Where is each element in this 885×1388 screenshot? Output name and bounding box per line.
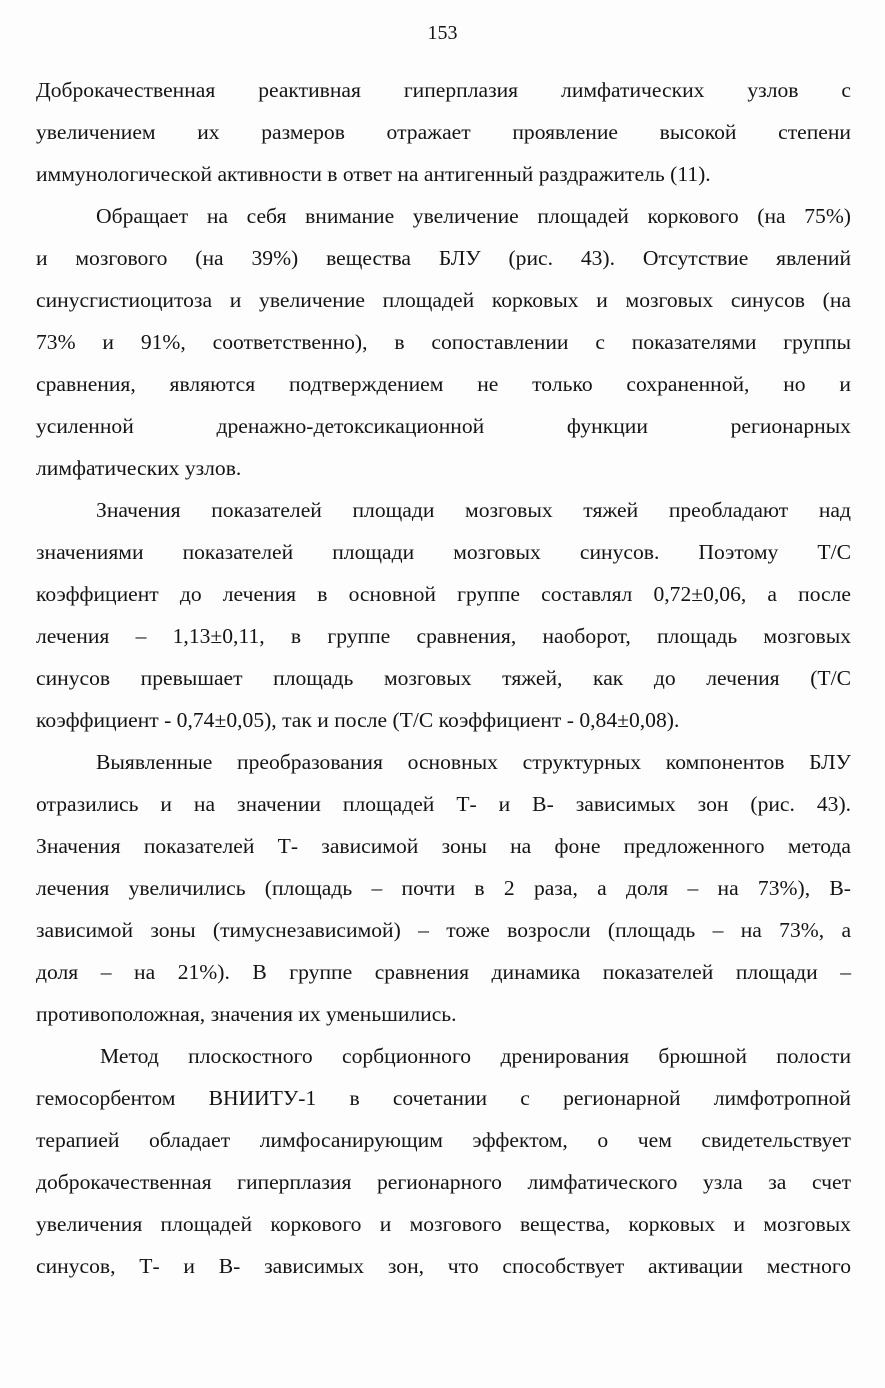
paragraph-1 — [36, 69, 851, 195]
paragraph-5 — [36, 1035, 851, 1287]
text-line: противоположная, значения их уменьшились. — [36, 1002, 457, 1026]
text-line: синусгистиоцитоза и увеличение площадей корковых и мозговых синусов (на — [36, 288, 851, 312]
paragraph-2 — [36, 195, 851, 489]
text-line: терапией обладает лимфосанирующим эффектом, о чем свидетельствует — [36, 1128, 851, 1152]
text-line: Значения показателей Т- зависимой зоны на фоне предложенного метода — [36, 834, 851, 858]
text-line: Обращает на себя внимание увеличение площадей коркового (на 75%) — [96, 204, 851, 228]
text-line: доброкачественная гиперплазия регионарного лимфатического узла за счет — [36, 1170, 851, 1194]
text-line: коэффициент - 0,74±0,05), так и после (Т/С коэффициент - 0,84±0,08). — [36, 708, 680, 732]
text-line: Значения показателей площади мозговых тяжей преобладают над — [96, 498, 852, 522]
paragraph-4 — [36, 741, 851, 1035]
text-line: гемосорбентом ВНИИТУ-1 в сочетании с регионарной лимфотропной — [36, 1086, 851, 1110]
text-line: Метод плоскостного сорбционного дренирования брюшной полости — [100, 1044, 851, 1068]
text-line: синусов, Т- и В- зависимых зон, что способствует активации местного — [36, 1254, 852, 1278]
text-line: лечения – 1,13±0,11, в группе сравнения, наоборот, площадь мозговых — [36, 624, 852, 648]
text-line: Доброкачественная реактивная гиперплазия лимфатических узлов с — [36, 78, 851, 102]
text-line: иммунологической активности в ответ на антигенный раздражитель (11). — [36, 162, 711, 186]
text-line: лечения увеличились (площадь – почти в 2 раза, а доля – на 73%), В- — [36, 876, 851, 900]
text-line: усиленной дренажно-детоксикационной функции регионарных — [36, 414, 851, 438]
paragraph-3 — [36, 489, 851, 741]
text-line: увеличения площадей коркового и мозгового вещества, корковых и мозговых — [36, 1212, 851, 1236]
page-number: 153 — [427, 22, 458, 44]
text-line: Выявленные преобразования основных структурных компонентов БЛУ — [96, 750, 851, 774]
text-line: увеличением их размеров отражает проявление высокой степени — [36, 120, 851, 144]
text-line: отразились и на значении площадей Т- и В- зависимых зон (рис. 43). — [36, 792, 852, 816]
text-line: зависимой зоны (тимуснезависимой) – тоже возросли (площадь – на 73%, а — [36, 918, 852, 942]
document-body — [36, 69, 851, 1287]
text-line: синусов превышает площадь мозговых тяжей, как до лечения (Т/С — [36, 666, 851, 690]
text-line: и мозгового (на 39%) вещества БЛУ (рис. 43). Отсутствие явлений — [36, 246, 852, 270]
text-line: 73% и 91%, соответственно), в сопоставлении с показателями группы — [36, 330, 852, 354]
text-line: значениями показателей площади мозговых синусов. Поэтому Т/С — [36, 540, 851, 564]
text-line: сравнения, являются подтверждением не только сохраненной, но и — [36, 372, 851, 396]
text-line: лимфатических узлов. — [36, 456, 242, 480]
text-line: доля – на 21%). В группе сравнения динамика показателей площади – — [36, 960, 852, 984]
text-line: коэффициент до лечения в основной группе составлял 0,72±0,06, а после — [36, 582, 851, 606]
